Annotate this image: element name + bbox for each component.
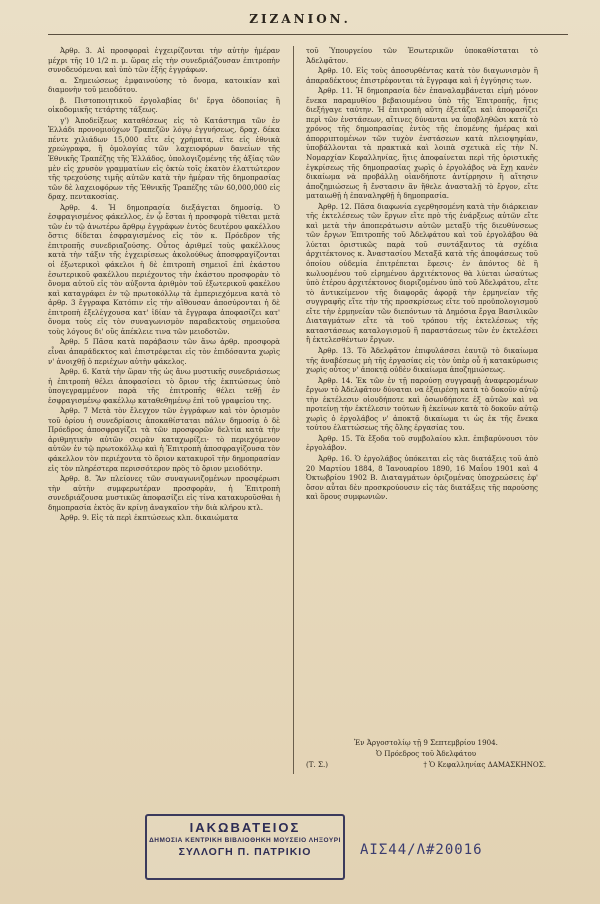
left-column <box>48 46 280 524</box>
article-10: Ἀρθρ. 10. Εἰς τοὺς ἀποσυρθέντας κατὰ τὸν διαγωνισμὸν ἢ ἀπαραδέκτους ἐπιστρέφονται τὰ ἔγγραφα καὶ ἡ ἐγγύησις των. <box>306 66 538 85</box>
article-16: Ἀρθρ. 16. Ὁ ἐργολάβος ὑπόκειται εἰς τὰς διατάξεις τοῦ ἀπὸ 20 Μαρτίου 1884, 8 Ἰανουαρίου 1890, 16 Μαΐου 1901 καὶ 4 Ὀκτωβρίου 1902 Β. Διαταγμάτων ὁριζομένας ὑποχρεώσεις ἐφ' ὅσον αὗται δὲν προσκρούουσιν εἰς τὰς διατάξεις τῆς παρούσης καὶ ὅρους συμφωνιῶν. <box>306 453 538 502</box>
signature-title: Ὁ Πρόεδρος τοῦ Ἀδελφάτου <box>375 749 477 758</box>
column-divider <box>293 46 294 774</box>
library-stamp <box>145 814 345 880</box>
item-c: γ') Ἀποδείξεως καταθέσεως εἰς τὸ Κατάστημα τῶν ἐν Ἑλλάδι προνομιούχων Τραπεζῶν λόγῳ ἐγγυήσεως, δραχ. δέκα πέντε χιλιάδων 15,000 εἴτε εἰς χρήματα, εἴτε εἰς ἐθνικὰ χρεώγραφα, ἢ ὁμολογίας τῶν λαχειοφόρων δανείων τῆς Ἐθνικῆς Τραπέζης τῆς Ἑλλάδος, ὑπολογιζομένης τῆς ἀξίας τῶν μὲν εἰς χρυσὸν γραμματίων εἰς ὀκτὼ τοῖς ἑκατὸν ἐλαττώτερον τῆς τρεχούσης τιμῆς αὐτῶν κατὰ τὴν ἡμέραν τῆς δημοπρασίας τῶν δὲ λαχειοφόρων τῆς Ἐθνικῆς Τραπέζης τῶν 60,000,000 εἰς δραχ. πεντακοσίας. <box>48 115 280 202</box>
page-header: ΖΙΖΑΝΙΟΝ. <box>249 12 351 26</box>
article-3: Ἀρθρ. 3. Αἱ προσφοραὶ ἐγχειρίζονται τὴν αὐτὴν ἡμέραν μέχρι τῆς 10 1/2 π. μ. ὥρας εἰς τὴν συνεδριάζουσαν ἐπιτροπὴν συνοδευόμεναι καὶ ὑπὸ τῶν ἑξῆς ἐγγράφων. <box>48 46 280 75</box>
seal-mark: (Τ. Σ.) <box>306 760 329 769</box>
stamp-line-1: ΙΑΚΩΒΑΤΕΙΟΣ <box>189 820 301 835</box>
article-8: Ἀρθρ. 8. Ἂν πλείονες τῶν συναγωνιζομένων προσφέρωσι τὴν αὐτὴν συμφερωτέραν προσφορὰν, ἡ Ἐπιτροπὴ συνεδριάζουσα μυστικῶς ἀποφασίζει εἰς τίνα κατακυροῦσθαι ἡ δημοπρασία ἐκτὸς ἂν κρίνῃ ἀναγκαῖον τὴν διὰ κλήρου κτλ. <box>48 474 280 512</box>
catalog-number: ΑΙΣ44/Λ#20016 <box>360 842 483 858</box>
article-11: Ἀρθρ. 11. Ἡ δημοπρασία δὲν ἐπαναλαμβάνεται εἰμὴ μόνον ἕνεκα παραμυθίου βεβαιουμένου ὑπὸ τῆς Ἐπιτροπῆς, ἥτις διεξήγαγε ταύτην. Ἡ ἐπιτροπὴ αὕτη ἐξετάζει καὶ ἀποφασίζει περὶ τῶν ἐνστάσεων, αἵτινες δύνανται να ὑποβληθῶσι κατὰ τὸ χρόνος τῆς δημοπρασίας ἐντὸς τῆς ἑπομένης ἡμέρας καὶ ἀπορριπτομένων τῶν τυχὸν ἐνστάσεων κατὰ πλειοψηφίαν, ὑποβάλλονται τὰ πρακτικὰ καὶ λοιπὰ σχετικὰ εἰς τὴν Ν. Νομαρχίαν Κεφαλληνίας, ἥτις ἀποφαίνεται περὶ τῆς ὁριστικῆς ἐγκρίσεως τῆς δημοπρασίας χωρὶς ὁ ἐργολάβος νὰ ἔχῃ κανὲν δικαίωμα νὰ προβάλλῃ οἱανδήποτε ἀντίρρησιν ἢ αἴτησιν ἀποζημιώσεως ἢ ἔνστασιν ἂν ἤθελε ἀνασταλῇ τὸ ἔργον, εἴτε ματαιωθῇ ἡ ἐπαναληφθῇ ἡ δημοπρασία. <box>306 86 538 201</box>
item-a: α. Σημειώσεως ἐμφαινούσης τὸ ὄνομα, κατοικίαν καὶ διαμονὴν τοῦ μειοδότου. <box>48 75 280 95</box>
article-13: Ἀρθρ. 13. Τὸ Ἀδελφᾶτον ἐπιφυλάσσει ἑαυτῷ τὸ δικαίωμα τῆς ἀναβέσεως μὴ τῆς ἐργασίας εἰς τὸν ὑπὲρ οὗ ἡ κατακύρωσις χωρὶς οὗτος ν' ἀποκτᾷ οὐδὲν δικαίωμα ἀποζημιώσεως. <box>306 345 538 375</box>
article-9-continued: τοῦ Ὑπουργείου τῶν Ἐσωτερικῶν ὑποκαθίσταται τὸ Ἀδελφᾶτον. <box>306 46 538 65</box>
item-b: β. Πιστοποιητικοῦ ἐργολαβίας δι' ἔργα ὁδοποιίας ἢ οἰκοδομικῆς τετάρτης τάξεως. <box>48 95 280 115</box>
stamp-line-2: ΔΗΜΟΣΙΑ ΚΕΝΤΡΙΚΗ ΒΙΒΛΙΟΘΗΚΗ ΜΟΥΣΕΙΟ ΛΗΞΟΥΡΙ <box>149 837 341 844</box>
article-6: Ἀρθρ. 6. Κατὰ τὴν ὥραν τῆς ὡς ἄνω μυστικῆς συνεδριάσεως ἡ ἐπιτροπὴ θέλει ἀποφασίσει τὸ ὅριον τῆς ἐκπτώσεως ὑπὸ ὑπογεγραμμένον παρὰ τῆς ἐπιτροπῆς θέλει τεθῇ ἐν ἐσφραγισμένῳ φακέλλῳ καταθεθημένῳ ἐπὶ τοῦ γραφείου της. <box>48 367 280 405</box>
article-12: Ἀρθρ. 12. Πᾶσα διαφωνία εγερθησομένη κατὰ τὴν διάρκειαν τῆς ἐκτελέσεως τῶν ἔργων εἴτε πρὸ τῆς ἐνάρξεως αὐτῶν εἴτε καὶ μετὰ τὴν ἀποπεράτωσιν αὐτῶν μεταξὺ τῆς διευθύνσεως τῶν ἔργων Ἐπιτροπῆς τοῦ Ἀδελφάτου καὶ τοῦ ἐργολάβου θὰ λύεται ὁριστικῶς παρὰ τοῦ συντάξαντος τὰ σχέδια ἀρχιτέκτονος κ. Ἀναστασίου Μεταξᾶ κατὰ τῆς ἀποφάσεως τοῦ ὁποίου οὐδεμία ἐπιτρέπεται ἔφεσις· ἐν ἀπόντος δὲ ἢ κωλυομένου τοῦ εἰρημένου ἀρχιτέκτονος θὰ λύεται ὡσαύτως ὑπὸ ἑτέρου ἀρχιτέκτονος διοριζομένου ὑπὸ τοῦ Ἀδελφάτου, εἴτε τὸ ἀντικείμενον τῆς διαφορᾶς ἀφορᾷ τὴν ἑρμηνείαν τῆς συγγραφῆς εἴτε τὴν τῆς προσκρίσεως εἴτε τοῦ προϋπολογισμοῦ εἴτε τὴν ἑρμηνείαν τῶν διεπόντων τὰ Δημόσια ἔργα Βασιλικῶν Διαταγμάτων εἴτε τὰ τοῦ τρόπου τῆς ἐκτελέσεως τῆς καταστάσεως καταλογισμοῦ ἢ παραστάσεως τῶν ἐν ἐκτελέσει ἢ ἐκτελεσθέντων ἔργων. <box>306 201 538 345</box>
article-7: Ἀρθρ. 7 Μετὰ τὸν ἔλεγχον τῶν ἐγγράφων καὶ τὸν ὁρισμὸν τοῦ ὁρίου ἡ συνεδρίασις ἀποκαθίσταται πάλιν δημοσίᾳ ὁ δὲ Πρόεδρος ἀποσφραγίζει τὰ τῶν προσφορῶν δελτία κατὰ τὴν ἀριθμητικὴν αὐτῶν σειρὰν καταχωρίζει· τὸ περιεχόμενον αὐτῶν ἐν τῷ πρωτοκόλλῳ καὶ ἡ Ἐπιτροπὴ ἀποσφραγίζουσα τὸν φάκελλον τὸν περιέχοντα τὸ ὅριον κατακυροῖ τὴν δημοπρασίαν εἰς τὸν πληρέστερα περισσότερον πρὸς τὸ ὅριον μειοδότην. <box>48 406 280 473</box>
signature-row <box>306 760 546 770</box>
stamp-line-3: ΣΥΛΛΟΓΗ Π. ΠΑΤΡΙΚΙΟ <box>178 846 312 858</box>
signature-block <box>306 738 546 770</box>
header-rule <box>48 34 568 35</box>
article-4: Ἀρθρ. 4. Ἡ δημοπρασία διεξάγεται δημοσίᾳ. Ὁ ἐσφραγισμένος φάκελλος, ἐν ᾧ ἔσται ἡ προσφορὰ τίθεται μετὰ τῶν ἐν τῷ ἀνωτέρω ἄρθρῳ ἐγγράφων ἐντὸς δευτέρου φακέλλου ὅστις δίδεται ἐσφραγισμένος εἰς τὸν κ. Πρόεδρον τῆς ἐπιτροπῆς συνεδριαζούσης. Οὗτος ἀριθμεῖ τοὺς φακέλλους κατὰ τὴν τάξιν τῆς ἐγχειρίσεως ἀκολούθως ἀποσφραγίζονται οἱ ἐξωτερικοὶ φάκελοι ἡ δὲ ἐπιτροπὴ σημειοῖ ἐπὶ ἑκάστου ἐσωτερικοῦ φακέλλου περιέχοντος τὴν ἑκάστου προσφορὰν τὸ ὄνομα αὐτοῦ εἰς τὸν αὐξοντα ἀριθμὸν τοῦ ἐξωτερικοῦ φακέλου καὶ καταγράφει ἐν τῷ πρωτοκόλλῳ τὰ ἐμπεριεχόμενα κατὰ τὸ ἀρθρ. 3 ἔγγραφα Κατόπιν εἰς τὴν αἴθουσαν ἀποσύρονται ἡ δὲ ἐπιτροπὴ ἐξελέγχουσα κατ' ἰδίαν τὰ ἔγγραφα ἀποφασίζει κατ' ὄνομα τοὺς εἰς τὸν συναγωνισμὸν παραδεκτοὺς σημειοῦσα τοὺς λόγους δι' οὓς ἀπέκλειε τινα τῶν μειοδοτῶν. <box>48 202 280 336</box>
article-9: Ἀρθρ. 9. Εἰς τὰ περὶ ἐκπτώσεως κλπ. δικαιώματα <box>60 513 239 523</box>
right-column <box>306 46 538 503</box>
article-14: Ἀρθρ. 14. Ἐκ τῶν ἐν τῇ παρούσῃ συγγραφῇ ἀναφερομένων ἔργων τὸ Ἀδελφᾶτον δύναται να ἐξαιρέσῃ κατὰ τὸ δοκοῦν αὐτῷ τὴν ἐκτέλεσιν οἱουδήποτε καὶ ὁσωνδήποτε ἐξ αὐτῶν καὶ να προτείνῃ τὴν ἐκτέλεσιν τούτων ἢ ἑκείνων κατὰ τὸ δοκοῦν αὐτῷ χωρὶς ὁ ἐργολάβος ν' ἀποκτᾷ δικαίωμα τι ὡς ἐκ τῆς ἕνεκα τούτου ἐλαττώσεως τῆς ὅλης ἐργασίας του. <box>306 375 538 433</box>
article-5: Ἀρθρ. 5 Πᾶσα κατὰ παράβασιν τῶν ἄνω ἀρθρ. προσφορὰ εἶναι ἀπαράδεκτος καὶ ἐπιστρέφεται εἰς τὸν ἐπιδόσαντα χωρὶς ν' ἀνοιχθῇ ὁ περιέχων αὐτὴν φάκελος. <box>48 337 280 366</box>
signatory-name: † Ὁ Κεφαλληνίας ΔΑΜΑΣΚΗΝΟΣ. <box>423 760 546 769</box>
article-15: Ἀρθρ. 15. Τὰ ἔξοδα τοῦ συμβολαίου κλπ. ἐπιβαρύνουσι τὸν ἐργολάβον. <box>306 433 538 453</box>
dateline: Ἐν Ἀργοστολίῳ τῇ 9 Σεπτεμβρίου 1904. <box>354 738 498 747</box>
